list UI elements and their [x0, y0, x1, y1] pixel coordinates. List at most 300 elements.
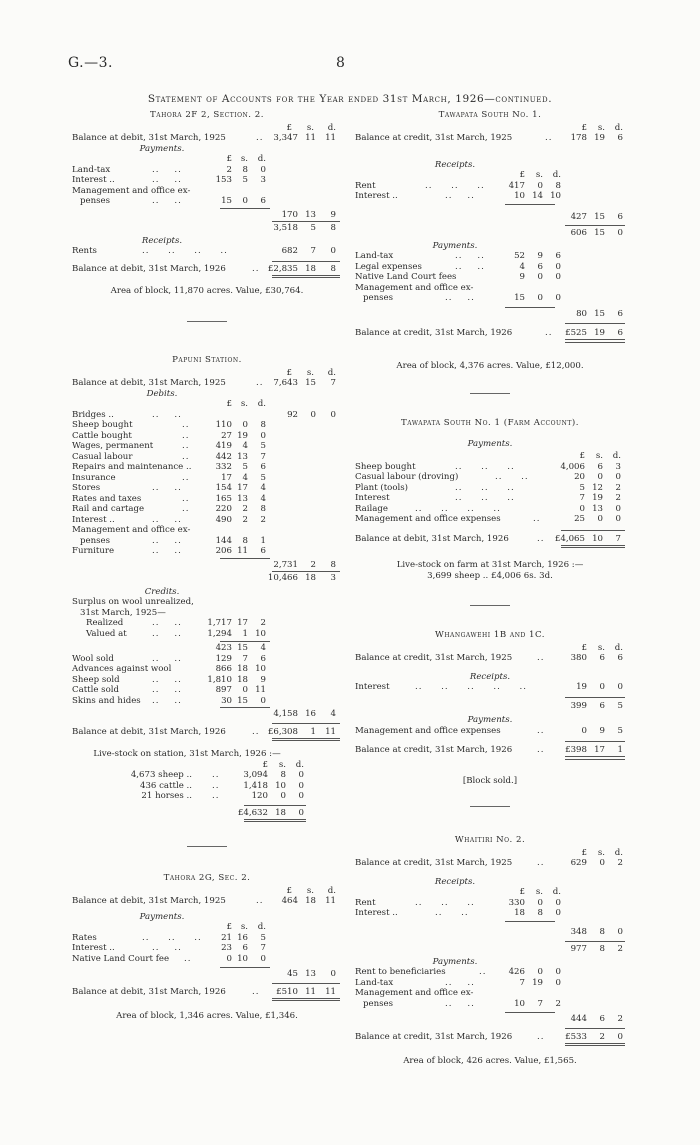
- pence-header: d.: [327, 122, 336, 133]
- row-label: Realized: [86, 618, 124, 628]
- amount-pence: 4: [260, 643, 266, 653]
- ledger-row: Rates .. .. .. 21 16 5: [72, 932, 266, 943]
- amount-shillings: 10: [592, 533, 603, 544]
- amount-shillings: 0: [537, 293, 543, 303]
- shilling-header: s.: [535, 170, 543, 180]
- amount-shillings: 11: [305, 133, 316, 143]
- row-label: Balance at debit, 31st March, 1926: [72, 986, 226, 997]
- subheading: Payments.: [467, 438, 513, 449]
- pence-header: d.: [327, 367, 336, 378]
- row-label: Management and office ex-: [355, 282, 474, 293]
- amount-pounds: 10: [514, 191, 525, 201]
- subheading: Payments.: [139, 143, 185, 154]
- amount-pence: 0: [555, 897, 561, 908]
- livestock-heading: Live-stock on farm at 31st March, 1926 :—: [396, 560, 584, 570]
- divider: [470, 393, 510, 394]
- amount-shillings: 8: [599, 944, 605, 954]
- amount-shillings: 17: [594, 745, 605, 755]
- amount-shillings: 15: [305, 378, 316, 388]
- row-label: Balance at debit, 31st March, 1925: [72, 896, 226, 906]
- row-label: Balance at debit, 31st March, 1925: [72, 378, 226, 388]
- amount-pence: 0: [615, 503, 621, 514]
- amount-pounds: 0: [581, 725, 587, 736]
- amount-pounds: 332: [215, 462, 232, 472]
- amount-shillings: 13: [237, 493, 248, 504]
- amount-pence: 8: [260, 420, 266, 430]
- amount-pounds: 5: [579, 482, 585, 493]
- subtotal-row: [72, 573, 342, 584]
- amount-shillings: 13: [592, 503, 603, 514]
- closing-balance-row: Balance at credit, 31st March, 1926 .. £525 19 6: [355, 328, 625, 339]
- ledger-row: [72, 186, 342, 197]
- row-label: Interest ..: [355, 908, 398, 918]
- amount-pounds: 120: [251, 791, 268, 801]
- shilling-header: s.: [278, 759, 286, 770]
- row-label: Rates: [72, 932, 97, 943]
- ledger-row: Skins and hides .. .. 30 15 0: [72, 695, 266, 706]
- ledger-row: Cattle bought .. 27 19 0: [72, 430, 266, 441]
- shilling-header: s.: [306, 122, 314, 133]
- row-label: Balance at credit, 31st March, 1925: [355, 133, 513, 143]
- amount-shillings: 19: [532, 977, 543, 988]
- amount-pounds: 7: [579, 493, 585, 503]
- amount-shillings: 18: [305, 263, 316, 274]
- right-column: [355, 110, 625, 1067]
- amount-pounds: 19: [576, 682, 587, 692]
- amount-shillings: 11: [237, 546, 248, 556]
- amount-shillings: 10: [275, 780, 286, 791]
- amount-pence: 10: [255, 628, 266, 639]
- ledger-row: Furniture .. .. 206 11 6: [72, 546, 266, 556]
- amount-pounds: £510: [276, 986, 298, 997]
- subheading: Payments.: [432, 240, 478, 251]
- block-note: [Block sold.]: [462, 775, 518, 786]
- amount-pence: 3: [615, 461, 621, 472]
- opening-balance-row: Balance at credit, 31st March, 1925 .. 629 0 2: [355, 858, 623, 868]
- section-tawapata-farm: [355, 418, 625, 606]
- amount-pounds: 2,731: [273, 559, 298, 570]
- row-label: Stores: [72, 483, 101, 493]
- pence-header: d.: [552, 887, 561, 897]
- section-title: Whangawehi 1B and 1C.: [434, 630, 546, 640]
- amount-pounds: 20: [574, 472, 585, 482]
- amount-pence: 0: [555, 908, 561, 918]
- pound-header: £: [581, 642, 587, 653]
- row-label: Sheep sold: [72, 674, 120, 685]
- amount-pounds: 206: [215, 546, 232, 556]
- amount-shillings: 18: [305, 896, 316, 906]
- ledger-row: Casual labour (droving) .. .. 20 0 0: [355, 472, 621, 482]
- ledger-row: Insurance .. 17 4 5: [72, 472, 266, 483]
- ledger-row: Interest .. .. .. 7 19 2: [355, 493, 621, 503]
- amount-shillings: 8: [599, 926, 605, 937]
- ledger-row: [72, 643, 342, 654]
- amount-pounds: 3,347: [273, 133, 298, 143]
- row-label: Rates and taxes: [72, 493, 142, 504]
- amount-pounds: 25: [574, 514, 585, 524]
- subheading: Receipts.: [469, 671, 511, 682]
- row-label: Land-tax: [72, 164, 111, 175]
- amount-pounds: 15: [514, 293, 525, 303]
- amount-shillings: 2: [310, 559, 316, 570]
- amount-pence: 11: [325, 896, 336, 906]
- amount-pounds: 380: [570, 653, 587, 663]
- row-label: Interest ..: [72, 514, 115, 525]
- amount-pence: 6: [260, 196, 266, 206]
- amount-pounds: 897: [215, 685, 232, 695]
- ledger-row: Wool sold .. .. 129 7 6: [72, 653, 266, 664]
- row-label: Land-tax: [355, 251, 394, 261]
- amount-pence: 4: [260, 493, 266, 504]
- closing-balance-row: Balance at credit, 31st March, 1926 .. £398 17 1: [355, 745, 625, 756]
- amount-shillings: 8: [280, 770, 286, 780]
- ledger-row: penses .. .. 15 0 0: [363, 293, 561, 303]
- amount-shillings: 17: [237, 618, 248, 628]
- amount-pounds: 7,643: [273, 378, 298, 388]
- amount-pounds: £533: [565, 1031, 587, 1042]
- ledger-row: [72, 597, 342, 608]
- area-note: Area of block, 1,346 acres. Value, £1,346.: [116, 1011, 298, 1021]
- row-label: Rent to beneficiaries: [355, 967, 446, 977]
- amount-pounds: 4: [519, 261, 525, 272]
- ledger-row: Rates and taxes .. 165 13 4: [72, 493, 266, 504]
- amount-pounds: 682: [281, 246, 298, 256]
- amount-shillings: 8: [242, 535, 248, 546]
- section-whangawehi: [355, 630, 625, 807]
- ledger-row: Cattle sold .. .. 897 0 11: [72, 685, 266, 695]
- subtotal-row: [72, 223, 342, 234]
- amount-shillings: 6: [599, 653, 605, 663]
- row-label: Balance at credit, 31st March, 1926: [355, 328, 513, 338]
- amount-pounds: 866: [215, 664, 232, 674]
- amount-pounds: 1,294: [207, 628, 232, 639]
- amount-pence: 6: [555, 251, 561, 261]
- amount-pence: 8: [330, 263, 336, 274]
- amount-pounds: 52: [514, 251, 525, 261]
- amount-pounds: £525: [565, 328, 587, 338]
- row-label: Bridges ..: [72, 409, 114, 420]
- shilling-header: s.: [597, 642, 605, 653]
- page-number: 8: [336, 55, 345, 71]
- pound-header: £: [226, 922, 232, 932]
- amount-pounds: 423: [215, 643, 232, 653]
- amount-pence: 10: [255, 664, 266, 674]
- amount-pence: 8: [260, 504, 266, 514]
- row-label: Balance at credit, 31st March, 1926: [355, 1031, 513, 1042]
- ledger-row: [355, 283, 625, 294]
- pence-header: d.: [614, 847, 623, 858]
- ledger-row: Casual labour .. 442 13 7: [72, 451, 266, 462]
- ledger-row: penses .. .. 144 8 1: [80, 535, 266, 546]
- amount-shillings: 15: [237, 643, 248, 653]
- pence-header: d.: [257, 399, 266, 409]
- amount-pence: 5: [260, 472, 266, 483]
- amount-pounds: 10,466: [267, 573, 298, 583]
- closing-balance-row: Balance at debit, 31st March, 1926 .. £6,308 1 11: [72, 727, 342, 738]
- subheading: Debits.: [146, 388, 178, 399]
- ledger-row: Interest .. .. .. .. .. 19 0 0: [355, 682, 623, 692]
- amount-shillings: 18: [237, 664, 248, 674]
- amount-shillings: 9: [599, 725, 605, 736]
- pound-header: £: [286, 367, 292, 378]
- amount-pounds: 417: [508, 180, 525, 191]
- amount-shillings: 0: [242, 685, 248, 695]
- section-tahora-2f2: [72, 110, 342, 320]
- amount-pence: 0: [298, 807, 304, 818]
- amount-shillings: 14: [532, 191, 543, 201]
- amount-pence: 7: [260, 943, 266, 953]
- row-label: Wages, permanent: [72, 441, 154, 451]
- ledger-row: Legal expenses .. .. 4 6 0: [355, 261, 561, 272]
- amount-pounds: 23: [221, 943, 232, 953]
- subheading: Payments.: [467, 715, 513, 725]
- amount-shillings: 15: [237, 695, 248, 706]
- amount-pence: 7: [260, 451, 266, 462]
- ledger-row: 4,673 sheep .. .. 3,094 8 0: [72, 770, 342, 781]
- amount-shillings: 0: [597, 472, 603, 482]
- amount-pence: 11: [255, 685, 266, 695]
- row-label: Management and office expenses: [355, 725, 501, 736]
- amount-pence: 2: [615, 482, 621, 493]
- subtotal-row: [72, 557, 342, 568]
- pence-header: d.: [614, 642, 623, 653]
- ledger-row: penses .. .. 10 7 2: [363, 998, 561, 1009]
- row-label: Management and office ex-: [72, 525, 191, 535]
- subheading: Payments.: [139, 911, 185, 922]
- closing-balance-row: Balance at debit, 31st March, 1926 .. £510 11 11: [72, 987, 342, 998]
- amount-pence: 2: [617, 858, 623, 868]
- amount-pounds: 17: [221, 472, 232, 483]
- amount-shillings: 0: [599, 682, 605, 692]
- amount-pounds: 1,717: [207, 618, 232, 628]
- amount-pence: 0: [298, 791, 304, 801]
- amount-pence: 2: [615, 493, 621, 503]
- amount-shillings: 6: [599, 700, 605, 711]
- row-label: Cattle bought: [72, 430, 132, 441]
- amount-pence: 6: [260, 653, 266, 664]
- row-label: Balance at credit, 31st March, 1926: [355, 745, 513, 755]
- amount-pounds: 92: [287, 409, 298, 420]
- ledger-row: 21 horses .. .. 120 0 0: [72, 791, 342, 802]
- ledger-row: [72, 608, 342, 619]
- amount-pence: 10: [550, 191, 561, 201]
- amount-pounds: 348: [570, 926, 587, 937]
- amount-pounds: 15: [221, 196, 232, 206]
- section-title: Tahora 2G, Sec. 2.: [163, 873, 251, 883]
- amount-pence: 6: [617, 308, 623, 319]
- ledger-row: Land-tax .. .. 2 8 0: [72, 164, 266, 175]
- row-label: Advances against wool: [72, 664, 172, 674]
- amount-pounds: 30: [221, 695, 232, 706]
- amount-pence: 0: [555, 967, 561, 977]
- ledger-row: Wages, permanent .. 419 4 5: [72, 441, 266, 451]
- amount-shillings: 17: [237, 483, 248, 493]
- amount-shillings: 13: [305, 969, 316, 979]
- shilling-header: s.: [240, 922, 248, 932]
- amount-pence: 7: [330, 378, 336, 388]
- amount-pounds: £2,835: [267, 263, 298, 274]
- amount-pence: 11: [325, 986, 336, 997]
- closing-balance-row: Balance at credit, 31st March, 1926 .. £533 2 0: [355, 1032, 625, 1043]
- amount-shillings: 18: [275, 807, 286, 818]
- pound-header: £: [286, 885, 292, 896]
- amount-shillings: 6: [599, 1014, 605, 1024]
- amount-shillings: 4: [242, 472, 248, 483]
- pound-header: £: [226, 399, 232, 409]
- row-label: Management and office ex-: [355, 988, 474, 998]
- subtotal-row: [72, 207, 342, 218]
- amount-shillings: 15: [594, 211, 605, 222]
- amount-pence: 0: [555, 977, 561, 988]
- row-label: Management and office expenses: [355, 514, 501, 524]
- ledger-row: Land-tax .. .. 7 19 0: [355, 977, 561, 988]
- amount-pounds: 80: [576, 308, 587, 319]
- amount-pounds: 9: [519, 272, 525, 282]
- amount-shillings: 0: [280, 791, 286, 801]
- amount-pence: 6: [617, 211, 623, 222]
- section-title: Tawapata South No. 1 (Farm Account).: [401, 418, 579, 428]
- amount-pounds: 442: [215, 451, 232, 462]
- amount-pence: 5: [617, 725, 623, 736]
- ledger-row: Railage .. .. .. .. 0 13 0: [355, 503, 621, 514]
- amount-shillings: 0: [537, 272, 543, 282]
- row-label: Native Land Court fees: [355, 272, 457, 282]
- page-header: [68, 55, 660, 78]
- shilling-header: s.: [597, 122, 605, 133]
- row-label: Casual labour (droving): [355, 472, 459, 482]
- amount-pounds: 7: [519, 977, 525, 988]
- amount-pence: 8: [330, 559, 336, 570]
- amount-pounds: 1,810: [207, 674, 232, 685]
- opening-balance-row: Balance at credit, 31st March, 1925 .. 380 6 6: [355, 653, 623, 663]
- ledger-row: Sheep bought .. 110 0 8: [72, 420, 266, 430]
- amount-pence: 0: [330, 969, 336, 979]
- ledger-row: Rail and cartage .. 220 2 8: [72, 504, 266, 514]
- amount-pence: 0: [330, 246, 336, 256]
- amount-pounds: £4,632: [237, 807, 268, 818]
- amount-shillings: 2: [242, 514, 248, 525]
- pound-header: £: [226, 154, 232, 164]
- ledger-row: Rent .. .. .. 330 0 0: [355, 897, 561, 908]
- ledger-row: 436 cattle .. .. 1,418 10 0: [72, 781, 342, 792]
- amount-shillings: 6: [242, 943, 248, 953]
- amount-pence: 1: [617, 745, 623, 755]
- amount-pence: 0: [617, 926, 623, 937]
- row-label: Surplus on wool unrealized,: [72, 597, 194, 607]
- amount-pounds: 2: [226, 164, 232, 175]
- ledger-row: Valued at .. .. 1,294 1 10: [86, 628, 266, 639]
- row-label: Rent: [355, 180, 376, 191]
- amount-shillings: 13: [237, 451, 248, 462]
- amount-shillings: 0: [599, 858, 605, 868]
- amount-pence: 0: [260, 430, 266, 441]
- amount-pounds: 3,094: [243, 770, 268, 780]
- amount-pounds: 18: [514, 908, 525, 918]
- amount-shillings: 15: [594, 228, 605, 238]
- amount-shillings: 0: [537, 897, 543, 908]
- amount-pounds: 178: [570, 133, 587, 143]
- ledger-row: Sheep sold .. .. 1,810 18 9: [72, 674, 266, 685]
- amount-pounds: 1,418: [243, 780, 268, 791]
- amount-pounds: 165: [215, 493, 232, 504]
- amount-shillings: 0: [310, 409, 316, 420]
- row-label: Insurance: [72, 472, 116, 483]
- amount-pence: 0: [260, 164, 266, 175]
- amount-pence: 2: [617, 944, 623, 954]
- amount-pence: 8: [330, 223, 336, 233]
- row-label: penses: [80, 196, 111, 206]
- amount-pence: 0: [298, 770, 304, 780]
- ledger-row: Interest .. .. .. 23 6 7: [72, 943, 266, 953]
- amount-shillings: 19: [594, 133, 605, 143]
- row-label: Interest: [355, 682, 390, 692]
- amount-shillings: 7: [242, 653, 248, 664]
- subtotal-row: [355, 701, 625, 712]
- row-label: Railage: [355, 503, 388, 514]
- amount-pounds: 427: [570, 211, 587, 222]
- pence-header: d.: [257, 922, 266, 932]
- row-label: Sheep bought: [72, 420, 133, 430]
- subheading: Receipts.: [434, 159, 476, 170]
- ledger-row: [72, 462, 342, 473]
- subtotal-row: [355, 208, 625, 222]
- amount-pence: 6: [260, 462, 266, 472]
- divider: [470, 605, 510, 606]
- left-column: [72, 110, 342, 1022]
- pence-header: d.: [327, 885, 336, 896]
- row-label: Balance at credit, 31st March, 1925: [355, 858, 513, 868]
- closing-balance-row: Balance at debit, 31st March, 1926 .. £4,065 10 7: [355, 534, 625, 545]
- amount-shillings: 6: [597, 461, 603, 472]
- pound-header: £: [581, 847, 587, 858]
- row-label: penses: [363, 293, 394, 303]
- pound-header: £: [262, 759, 268, 770]
- amount-pounds: 45: [287, 969, 298, 979]
- amount-shillings: 15: [594, 308, 605, 319]
- amount-pence: 11: [325, 726, 336, 737]
- amount-shillings: 13: [305, 209, 316, 220]
- livestock-heading: Live-stock on station, 31st March, 1926 :—: [93, 749, 281, 759]
- amount-pounds: 4,158: [273, 709, 298, 719]
- subtotal-row: [355, 306, 625, 317]
- ledger-row: Rent to beneficiaries .. 426 0 0: [355, 967, 561, 977]
- amount-pounds: 330: [508, 897, 525, 908]
- closing-balance-row: Balance at debit, 31st March, 1926 .. £2,835 18 8: [72, 264, 342, 275]
- amount-pence: 9: [260, 674, 266, 685]
- amount-pence: 6: [260, 546, 266, 556]
- amount-pence: 0: [260, 953, 266, 964]
- amount-pence: 3: [330, 573, 336, 583]
- amount-shillings: 5: [242, 462, 248, 472]
- row-label: Balance at debit, 31st March, 1926: [72, 263, 226, 274]
- amount-pence: 8: [555, 180, 561, 191]
- amount-shillings: 19: [592, 493, 603, 503]
- row-label: 31st March, 1925—: [80, 607, 166, 618]
- amount-pounds: 399: [570, 700, 587, 711]
- amount-shillings: 10: [237, 953, 248, 964]
- amount-pence: 9: [330, 209, 336, 220]
- amount-shillings: 19: [594, 328, 605, 338]
- shilling-header: s.: [306, 367, 314, 378]
- section-tahora-2g: [72, 873, 342, 1022]
- subheading: Credits.: [144, 586, 180, 597]
- amount-pounds: 606: [570, 228, 587, 238]
- livestock-total-row: [72, 808, 342, 819]
- pound-header: £: [581, 122, 587, 133]
- row-label: Rail and cartage: [72, 504, 145, 514]
- amount-pence: 7: [615, 533, 621, 544]
- section-tawapata-south-1: [355, 110, 625, 394]
